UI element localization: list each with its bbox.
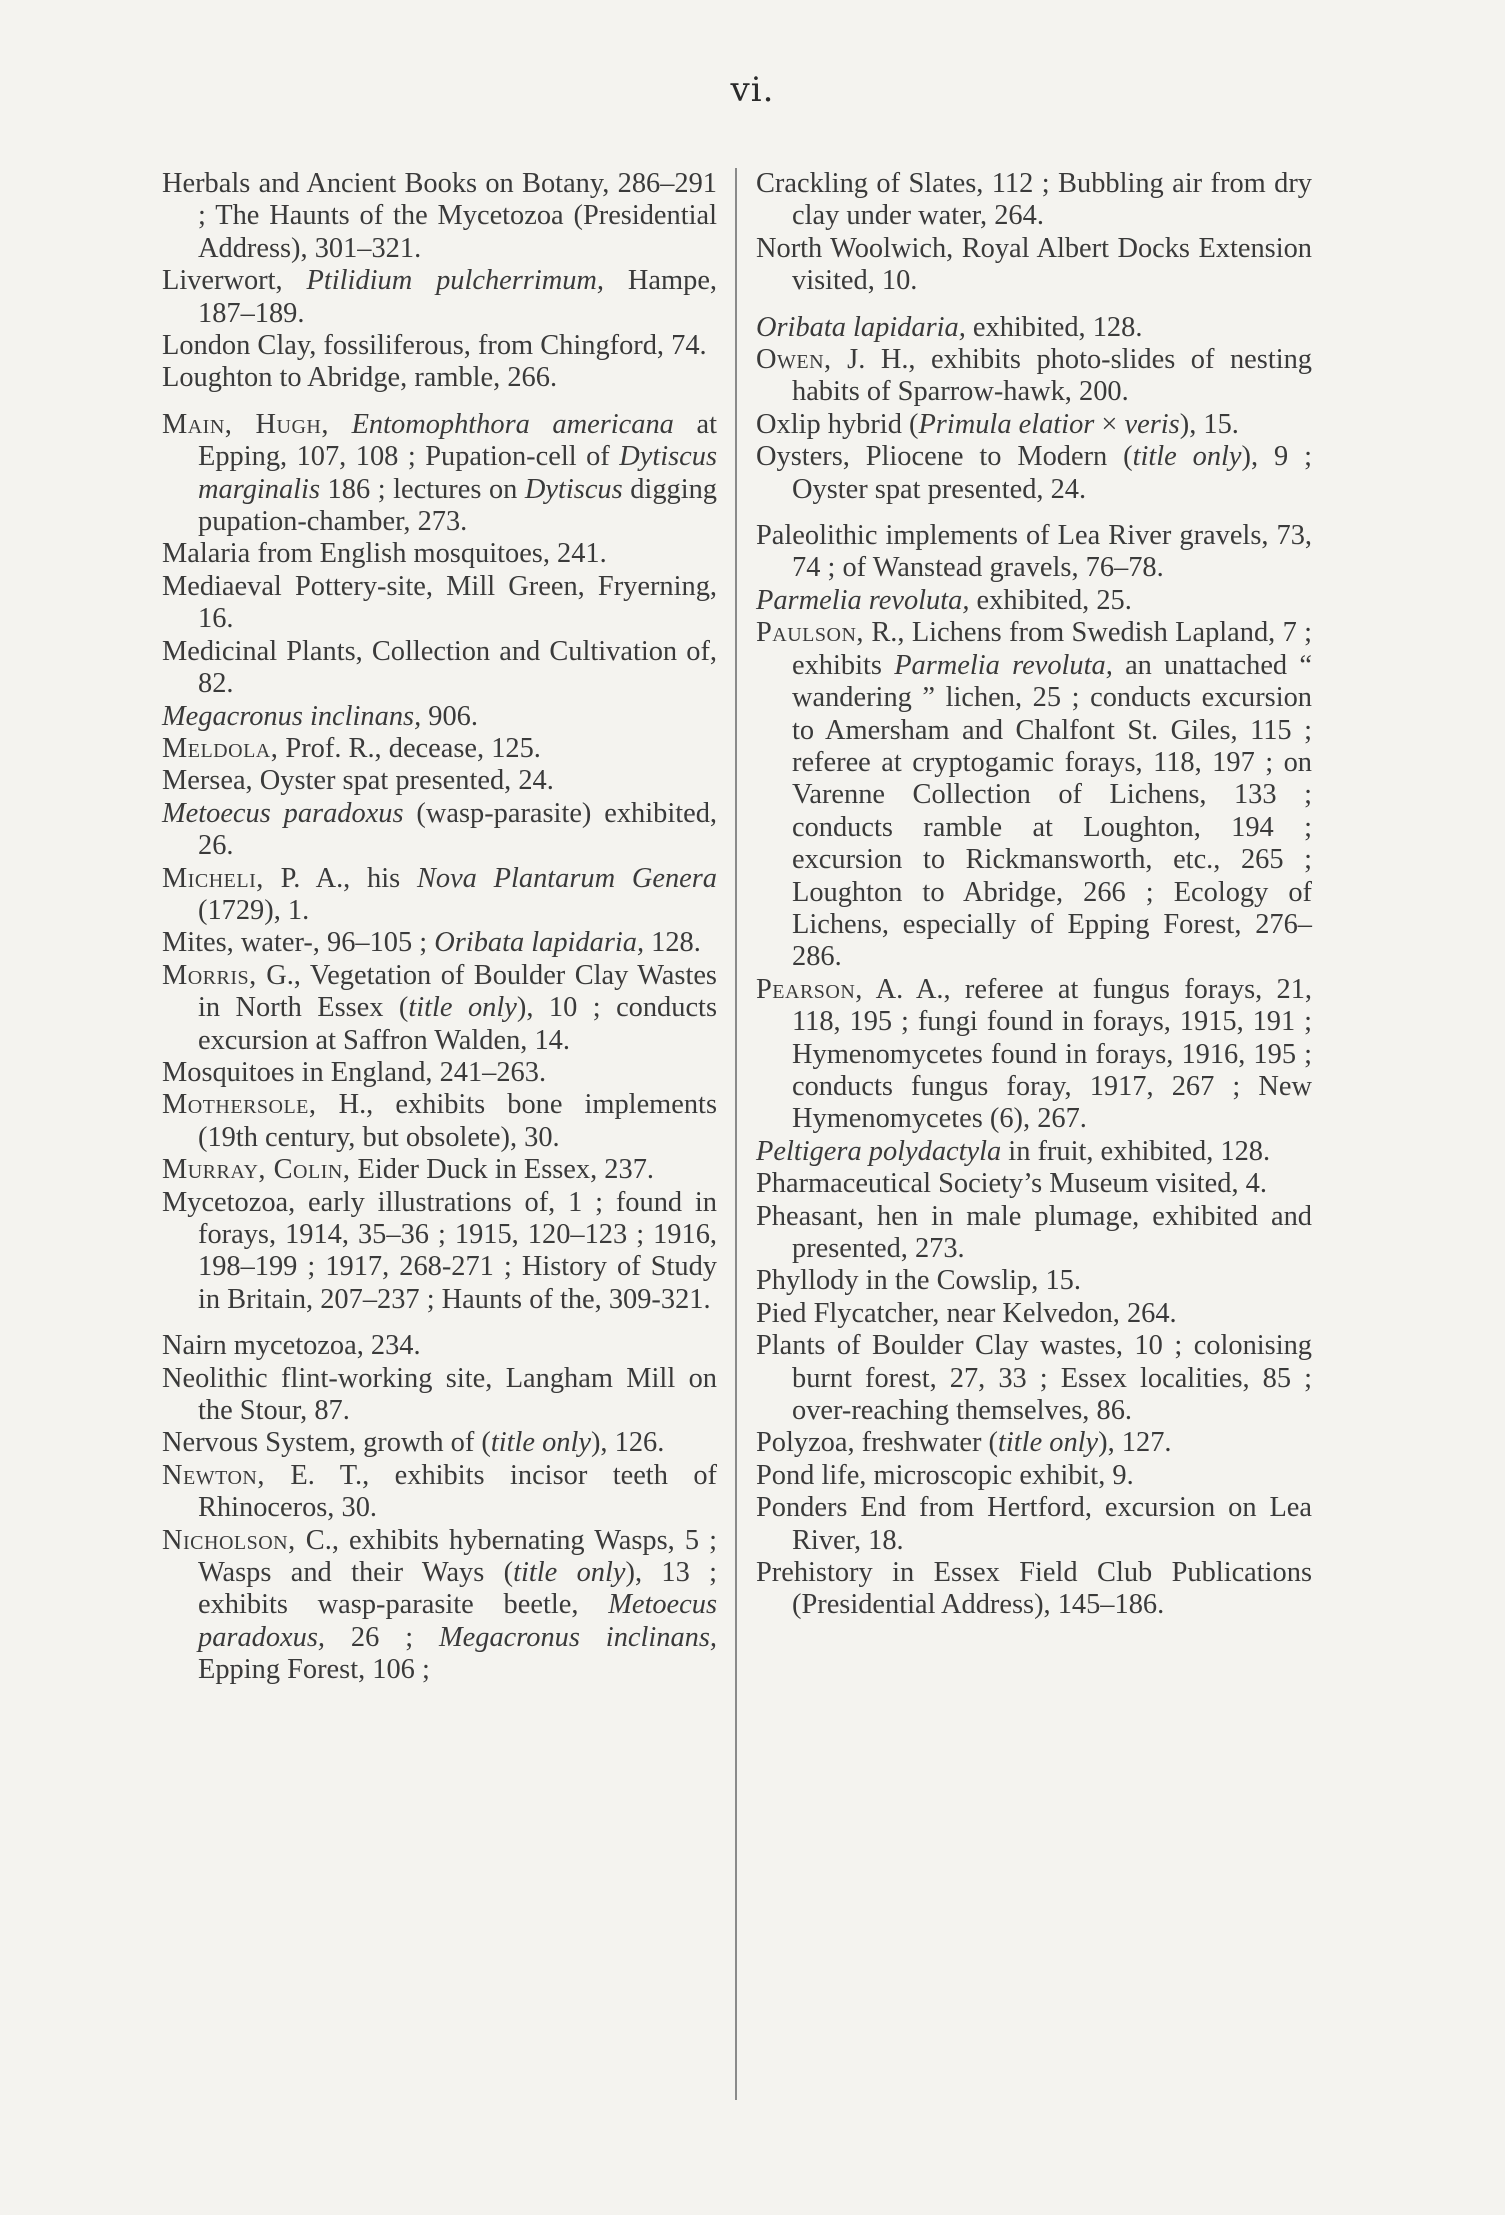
index-entry (162, 1089, 717, 1154)
index-entry (756, 1427, 1312, 1459)
index-entry (162, 701, 717, 733)
index-entry-text: Crackling of Slates, 112 ; Bubbling air from dry clay under water, 264. (756, 168, 1312, 232)
index-entry-text: Oysters, Pliocene to Modern ( (756, 441, 1133, 473)
index-entry-text: Prehistory in Essex Field Club Publications (Presidential Address), 145–186. (756, 1557, 1312, 1621)
page-number: vi. (730, 70, 775, 110)
index-entry-text: Medicinal Plants, Collection and Cultivation of, 82. (162, 635, 717, 700)
index-entry-text: G., Vegetation of Boulder Clay Wastes in North Essex ( (198, 959, 717, 1024)
index-entry-text: in fruit, exhibited, 128. (1001, 1135, 1271, 1167)
index-entry (162, 168, 717, 265)
index-entry-text: Pearson, (756, 973, 863, 1005)
index-entry-text: Ptilidium pulcherrimum, (306, 265, 605, 297)
index-entry-text: ), 127. (1098, 1427, 1172, 1459)
index-entry (756, 1492, 1312, 1557)
index-column-right (756, 168, 1312, 1622)
index-entry-text: Nicholson, (162, 1524, 296, 1556)
index-entry-text: Mycetozoa, early illustrations of, 1 ; found in forays, 1914, 35–36 ; 1915, 120–123 ; 1916, 198–199 ; 1917, 268-271 ; History of Study in Britain, 207–237 ; Haunts of the, 309-321. (162, 1186, 717, 1315)
index-entry (756, 312, 1312, 344)
index-entry-text: digging pupation-chamber, 273. (198, 473, 717, 538)
index-entry (756, 168, 1312, 233)
index-entry-text: Murray, Colin, (162, 1154, 351, 1186)
index-entry (162, 1330, 717, 1362)
index-entry-text: Eider Duck in Essex, 237. (350, 1154, 654, 1186)
index-entry (162, 409, 717, 539)
index-entry-text: Parmelia revoluta, (894, 649, 1113, 681)
index-entry-text: North Woolwich, Royal Albert Docks Extension visited, 10. (756, 232, 1312, 297)
index-entry-text: Peltigera polydactyla (756, 1135, 1002, 1167)
index-entry (162, 765, 717, 797)
index-entry-text: Primula elatior (918, 408, 1095, 440)
index-entry (756, 233, 1312, 298)
index-entry (162, 1363, 717, 1428)
index-entry-text: Dytiscus (524, 473, 623, 505)
index-entry-text: Pied Flycatcher, near Kelvedon, 264. (756, 1297, 1177, 1329)
index-entry-text: Plants of Boulder Clay wastes, 10 ; colonising burnt forest, 27, 33 ; Essex localities, 85 ; over-reaching themselves, 86. (756, 1330, 1312, 1427)
index-entry-text: Herbals and Ancient Books on Botany, 286–291 ; The Haunts of the Mycetozoa (Presidential Address), 301–321. (162, 168, 717, 264)
index-entry-text: Pond life, microscopic exhibit, 9. (756, 1459, 1134, 1491)
index-entry (162, 733, 717, 765)
index-entry-text: Nova Plantarum Genera (416, 862, 717, 894)
index-entry-text: title only (490, 1427, 591, 1459)
index-entry-text: Oribata lapidaria, (434, 927, 645, 959)
index-entry-text: title only (513, 1557, 626, 1589)
index-entry (756, 1136, 1312, 1168)
index-entry-text: title only (1132, 441, 1242, 473)
index-entry (162, 538, 717, 570)
index-entry-text: Epping Forest, 106 ; (198, 1654, 430, 1686)
index-entry-text: Meldola, (162, 732, 279, 764)
index-entry (756, 520, 1312, 585)
index-entry (756, 1298, 1312, 1330)
index-entry-text: (wasp-parasite) exhibited, 26. (198, 797, 718, 862)
index-entry (756, 1265, 1312, 1297)
index-entry-text: Nairn mycetozoa, 234. (162, 1330, 421, 1362)
column-divider (735, 168, 737, 2100)
index-entry-text: Neolithic flint-working site, Langham Mill on the Stour, 87. (162, 1362, 717, 1427)
index-entry-text: veris (1124, 408, 1180, 440)
index-entry (162, 863, 717, 928)
index-entry (756, 441, 1312, 506)
index-entry-text: Megacronus inclinans, (439, 1621, 717, 1653)
index-entry-text: Mites, water-, 96–105 ; (162, 927, 435, 959)
index-entry-text: Paleolithic implements of Lea River gravels, 73, 74 ; of Wanstead gravels, 76–78. (756, 520, 1312, 584)
index-entry-text (329, 409, 352, 440)
index-entry-text: Mosquitoes in England, 241–263. (162, 1056, 547, 1088)
index-entry-text: Metoecus paradoxus (162, 797, 404, 829)
index-entry-text: Morris, (162, 959, 257, 991)
index-entry (756, 1330, 1312, 1427)
index-entry-text: Prof. R., decease, 125. (278, 732, 541, 764)
index-entry-text: an unattached “ wandering ” lichen, 25 ; conducts excursion to Amersham and Chalfont St. Giles, 115 ; referee at cryptogamic forays, 118, 197 ; on Varenne Collection of Lichens, 133 ; conducts ramble at Loughton, 194 ; excursion to Rickmansworth, etc., 265 ; Loughton to Abridge, 266 ; Ecology of Lichens, especially of Epping Forest, 276–286. (792, 649, 1313, 973)
index-entry (162, 927, 717, 959)
index-entry-text: Ponders End from Hertford, excursion on Lea River, 18. (756, 1492, 1312, 1556)
index-entry (162, 960, 717, 1057)
index-entry (162, 1427, 717, 1459)
index-entry-text: Phyllody in the Cowslip, 15. (756, 1265, 1081, 1297)
index-entry (162, 330, 717, 362)
index-entry-text: Mediaeval Pottery-site, Mill Green, Fryerning, 16. (162, 570, 717, 635)
index-entry-text: H., exhibits bone implements (19th century, but obsolete), 30. (198, 1089, 717, 1153)
index-entry (756, 585, 1312, 617)
index-entry (162, 1154, 717, 1186)
index-entry (162, 1460, 717, 1525)
index-entry-text: Malaria from English mosquitoes, 241. (162, 538, 607, 570)
index-entry (162, 1187, 717, 1317)
index-entry-text: at Epping, 107, 108 ; Pupation-cell of (198, 408, 717, 473)
index-entry (756, 1168, 1312, 1200)
index-entry-text: Main, Hugh, (162, 408, 329, 440)
index-entry-text: Polyzoa, freshwater ( (756, 1427, 999, 1459)
index-entry-text: Mersea, Oyster spat presented, 24. (162, 765, 554, 797)
index-entry (756, 1201, 1312, 1266)
index-entry-text: Micheli, (162, 862, 264, 894)
index-entry-text: Oxlip hybrid ( (756, 408, 919, 440)
index-entry-text: 906. (421, 700, 478, 732)
index-entry-text: 186 ; lectures on (320, 473, 525, 505)
index-entry-text: Paulson, (756, 617, 865, 649)
index-entry-text: C., exhibits hybernating Wasps, 5 ; Wasps and their Ways ( (198, 1524, 717, 1589)
index-entry-text: London Clay, fossiliferous, from Chingford, 74. (162, 330, 707, 362)
index-entry-text: (1729), 1. (198, 894, 310, 926)
index-entry (162, 1525, 717, 1687)
index-entry (162, 636, 717, 701)
index-entry (162, 571, 717, 636)
index-entry-text: R., Lichens from Swedish Lapland, 7 ; exhibits (792, 617, 1312, 681)
index-entry-text: Nervous System, growth of ( (162, 1427, 491, 1459)
index-entry (162, 1057, 717, 1089)
index-entry-text: exhibited, 25. (969, 584, 1132, 616)
index-entry-text: Dytiscus marginalis (198, 441, 717, 505)
index-entry (756, 344, 1312, 409)
index-entry-text: Newton, (162, 1459, 265, 1491)
index-entry-text: Hampe, 187–189. (198, 265, 718, 329)
index-entry-text: J. H., exhibits photo-slides of nesting habits of Sparrow-hawk, 200. (792, 344, 1312, 408)
index-entry-text: Parmelia revoluta, (756, 584, 970, 616)
index-entry-text: ), 15. (1179, 408, 1239, 440)
index-entry-text: 26 ; (324, 1621, 440, 1653)
index-entry-text: Pharmaceutical Society’s Museum visited, 4. (756, 1168, 1267, 1200)
index-entry-text: title only (408, 992, 517, 1024)
index-entry-text: ), 9 ; Oyster spat presented, 24. (792, 441, 1312, 505)
index-entry-text: Metoecus paradoxus, (198, 1589, 717, 1653)
index-entry-text: × (1094, 408, 1125, 440)
index-entry-text: Entomophthora americana (351, 408, 674, 440)
index-entry (162, 362, 717, 394)
index-entry (756, 409, 1312, 441)
index-entry-text: Owen, (756, 344, 832, 376)
index-entry-text: Oribata lapidaria, (756, 311, 966, 343)
index-entry-text: A. A., referee at fungus forays, 21, 118, 195 ; fungi found in forays, 1915, 191 ; Hymenomycetes found in forays, 1916, 195 ; conducts fungus foray, 1917, 267 ; New Hymenomycetes (6), 267. (792, 973, 1312, 1135)
index-entry-text: Mothersole, (162, 1089, 317, 1121)
index-entry-text: P. A., his (263, 862, 417, 894)
index-entry-text: title only (998, 1427, 1099, 1459)
index-entry-text: exhibited, 128. (965, 311, 1143, 343)
index-column-left (162, 168, 717, 1687)
index-entry-text: E. T., exhibits incisor teeth of Rhinoceros, 30. (198, 1459, 717, 1524)
index-entry-text: Liverwort, (162, 265, 307, 297)
index-entry (756, 974, 1312, 1136)
index-entry-text: 128. (644, 927, 701, 959)
index-entry-text: Megacronus inclinans, (162, 700, 422, 732)
index-entry (756, 1460, 1312, 1492)
index-entry-text: ), 126. (590, 1427, 665, 1459)
index-entry-text: ), 10 ; conducts excursion at Saffron Walden, 14. (198, 992, 717, 1056)
index-entry-text: Pheasant, hen in male plumage, exhibited and presented, 273. (756, 1200, 1312, 1264)
index-entry (756, 617, 1312, 973)
index-entry (162, 798, 717, 863)
index-entry-text: ), 13 ; exhibits wasp-parasite beetle, (198, 1557, 717, 1621)
index-entry-text: Loughton to Abridge, ramble, 266. (162, 362, 558, 394)
index-entry (162, 265, 717, 330)
index-entry (756, 1557, 1312, 1622)
